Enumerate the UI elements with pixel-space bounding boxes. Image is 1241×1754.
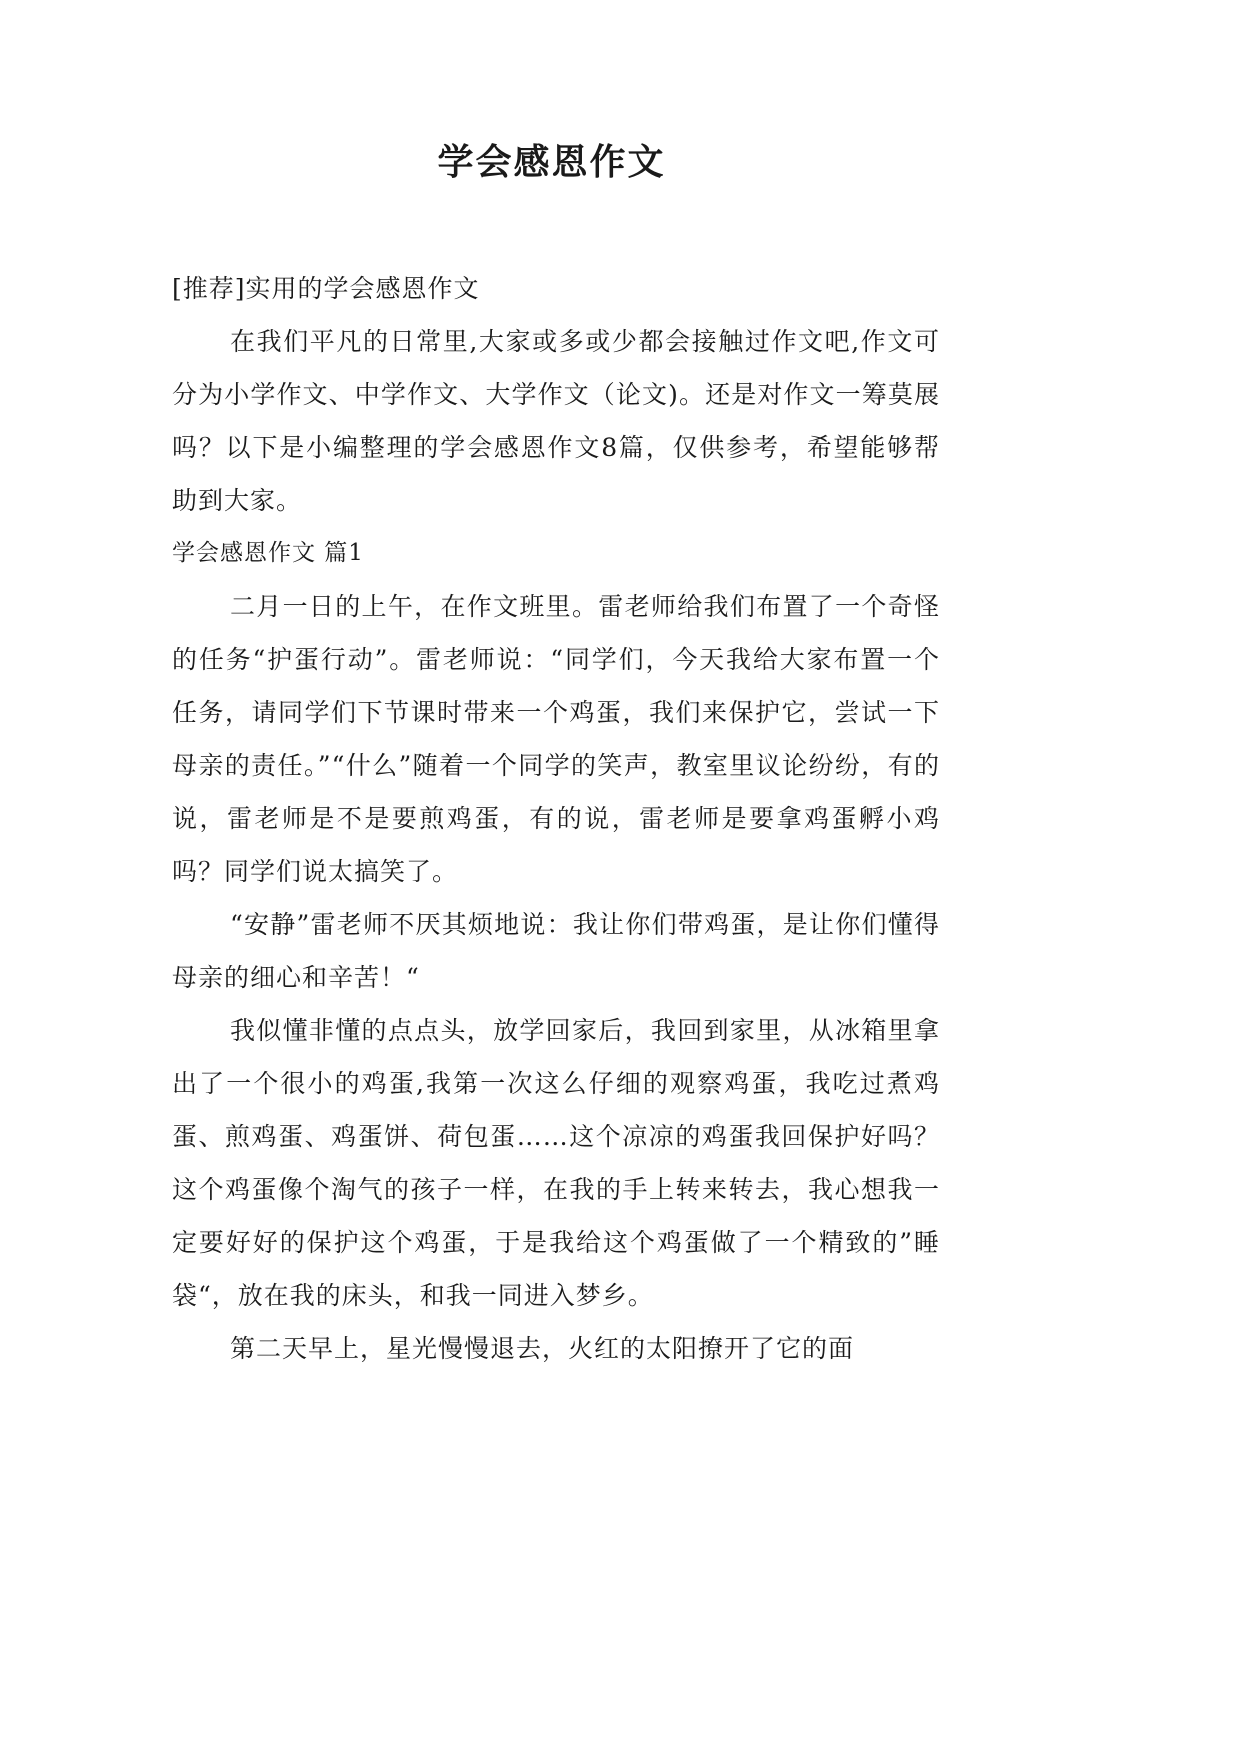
intro-paragraph: 在我们平凡的日常里,大家或多或少都会接触过作文吧,作文可分为小学作文、中学作文、大学作文（论文)。还是对作文一筹莫展吗？以下是小编整理的学会感恩作文8篇，仅供参考，希望能够帮助到大家。 <box>172 327 940 515</box>
document-body <box>172 262 940 1375</box>
body-paragraph: 我似懂非懂的点点头，放学回家后，我回到家里，从冰箱里拿出了一个很小的鸡蛋,我第一次这么仔细的观察鸡蛋，我吃过煮鸡蛋、煎鸡蛋、鸡蛋饼、荷包蛋……这个凉凉的鸡蛋我回保护好吗？这个鸡蛋像个淘气的孩子一样，在我的手上转来转去，我心想我一定要好好的保护这个鸡蛋，于是我给这个鸡蛋做了一个精致的”睡袋“，放在我的床头，和我一同进入梦乡。 <box>172 1016 940 1310</box>
section-heading: 学会感恩作文 篇1 <box>172 540 364 566</box>
document-title: 学会感恩作文 <box>437 142 666 183</box>
subtitle-line: [推荐]实用的学会感恩作文 <box>172 274 480 303</box>
body-paragraph: 二月一日的上午，在作文班里。雷老师给我们布置了一个奇怪的任务“护蛋行动”。雷老师说：“同学们，今天我给大家布置一个任务，请同学们下节课时带来一个鸡蛋，我们来保护它，尝试一下母亲的责任。”“什么”随着一个同学的笑声，教室里议论纷纷，有的说，雷老师是不是要煎鸡蛋，有的说，雷老师是要拿鸡蛋孵小鸡吗？同学们说太搞笑了。 <box>172 592 940 886</box>
body-paragraph: 第二天早上，星光慢慢退去，火红的太阳撩开了它的面 <box>230 1334 855 1363</box>
body-paragraph: “安静”雷老师不厌其烦地说：我让你们带鸡蛋，是让你们懂得母亲的细心和辛苦！“ <box>172 910 940 992</box>
